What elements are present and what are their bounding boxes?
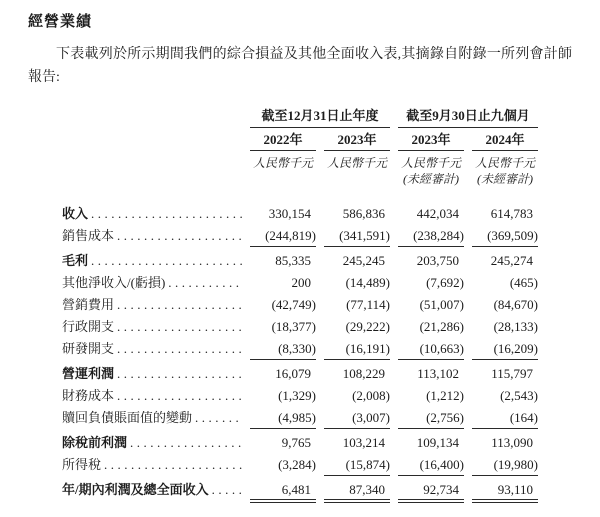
value-cell: (238,284) <box>398 225 464 247</box>
value-cell: (1,329) <box>278 388 316 403</box>
dot-leader <box>117 225 242 247</box>
row-label-cell <box>62 363 242 385</box>
table-body <box>62 203 538 503</box>
table-row <box>62 294 538 316</box>
value-cell: (341,591) <box>324 225 390 247</box>
value-cell: (42,749) <box>271 297 316 312</box>
value-cell: (7,692) <box>426 275 464 290</box>
dot-leader <box>130 432 242 454</box>
value-cell: 586,836 <box>342 206 385 221</box>
value-cell: (18,377) <box>271 319 316 334</box>
value-cell: (29,222) <box>345 319 390 334</box>
table-row <box>62 225 538 247</box>
row-label: 研發開支 <box>62 341 115 356</box>
value-cell: 109,134 <box>416 435 459 450</box>
dot-leader <box>168 272 242 294</box>
row-label-cell <box>62 272 242 294</box>
col-group-nine-months-sep30: 截至9月30日止九個月 <box>398 107 538 128</box>
table-row <box>62 316 538 338</box>
table-row <box>62 385 538 407</box>
value-cell: (4,985) <box>250 407 316 429</box>
value-cell: (28,133) <box>493 319 538 334</box>
unit-label: 人民幣千元 <box>474 156 535 170</box>
value-cell: (2,543) <box>500 388 538 403</box>
row-label-cell <box>62 407 242 429</box>
table-row <box>62 250 538 272</box>
row-label-cell <box>62 385 242 407</box>
unaudited-row <box>62 171 538 187</box>
row-label-cell <box>62 454 242 476</box>
dot-leader <box>117 316 242 338</box>
value-cell: 87,340 <box>324 479 390 503</box>
row-label: 毛利 <box>62 253 89 268</box>
value-cell: 16,079 <box>275 366 311 381</box>
value-cell: (77,114) <box>346 297 390 312</box>
dot-leader <box>212 479 242 503</box>
col-header-2023: 2023年 <box>324 131 390 151</box>
dot-leader <box>117 338 242 360</box>
row-label: 年/期內利潤及總全面收入 <box>62 482 209 497</box>
row-label: 銷售成本 <box>62 228 115 243</box>
row-label: 其他淨收入/(虧損) <box>62 275 166 290</box>
col-header-2023-9m: 2023年 <box>398 131 464 151</box>
dot-leader <box>117 363 242 385</box>
value-cell: (244,819) <box>250 225 316 247</box>
value-cell: (2,008) <box>352 388 390 403</box>
value-cell: (21,286) <box>419 319 464 334</box>
table-row <box>62 338 538 360</box>
value-cell: 108,229 <box>342 366 385 381</box>
col-header-2024-9m: 2024年 <box>472 131 538 151</box>
value-cell: 330,154 <box>268 206 311 221</box>
income-statement-table <box>62 107 538 503</box>
value-cell: (3,284) <box>278 457 316 472</box>
value-cell: (369,509) <box>472 225 538 247</box>
row-label-cell <box>62 250 242 272</box>
value-cell: (51,007) <box>419 297 464 312</box>
table-row <box>62 407 538 429</box>
unaudited-label: (未經審計) <box>477 172 533 186</box>
value-cell: (19,980) <box>472 454 538 476</box>
dot-leader <box>91 203 242 225</box>
value-cell: (10,663) <box>398 338 464 360</box>
value-cell: (3,007) <box>324 407 390 429</box>
value-cell: (16,400) <box>398 454 464 476</box>
section-title: 經營業績 <box>28 14 93 30</box>
row-label-cell <box>62 203 242 225</box>
value-cell: 9,765 <box>281 435 311 450</box>
unit-label: 人民幣千元 <box>400 156 461 170</box>
value-cell: 245,245 <box>342 253 385 268</box>
table-row <box>62 363 538 385</box>
year-header-row <box>62 131 538 151</box>
value-cell: (465) <box>509 275 538 290</box>
value-cell: 245,274 <box>490 253 533 268</box>
row-label: 除稅前利潤 <box>62 435 128 450</box>
value-cell: (8,330) <box>250 338 316 360</box>
unit-row <box>62 155 538 171</box>
dot-leader <box>117 385 242 407</box>
dot-leader <box>117 294 242 316</box>
row-label-cell <box>62 338 242 360</box>
intro-paragraph: 下表載列於所示期間我們的綜合損益及其他全面收入表,其摘錄自附錄一所列會計師報告: <box>28 47 572 85</box>
col-group-year-ended-dec31: 截至12月31日止年度 <box>250 107 390 128</box>
value-cell: 614,783 <box>490 206 533 221</box>
row-label: 財務成本 <box>62 388 115 403</box>
col-header-2022: 2022年 <box>250 131 316 151</box>
value-cell: (2,756) <box>398 407 464 429</box>
value-cell: 92,734 <box>398 479 464 503</box>
row-label-cell <box>62 479 242 503</box>
value-cell: 442,034 <box>416 206 459 221</box>
table-row <box>62 479 538 503</box>
value-cell: 85,335 <box>275 253 311 268</box>
table-row <box>62 432 538 454</box>
row-label: 所得稅 <box>62 457 102 472</box>
value-cell: (84,670) <box>493 297 538 312</box>
unaudited-label: (未經審計) <box>403 172 459 186</box>
column-group-header-row <box>62 107 538 128</box>
row-label-cell <box>62 432 242 454</box>
dot-leader <box>104 454 242 476</box>
row-label: 收入 <box>62 206 89 221</box>
value-cell: 93,110 <box>472 479 538 503</box>
value-cell: (16,209) <box>472 338 538 360</box>
value-cell: 113,102 <box>417 366 459 381</box>
table-row <box>62 454 538 476</box>
row-label: 營運利潤 <box>62 366 115 381</box>
value-cell: 200 <box>291 275 311 290</box>
table-row <box>62 203 538 225</box>
value-cell: (1,212) <box>426 388 464 403</box>
value-cell: (14,489) <box>345 275 390 290</box>
dot-leader <box>195 407 242 429</box>
value-cell: (16,191) <box>324 338 390 360</box>
dot-leader <box>91 250 242 272</box>
table-row <box>62 272 538 294</box>
unit-label: 人民幣千元 <box>326 156 387 170</box>
value-cell: (164) <box>472 407 538 429</box>
row-label-cell <box>62 225 242 247</box>
value-cell: 6,481 <box>250 479 316 503</box>
row-label-cell <box>62 316 242 338</box>
value-cell: 115,797 <box>491 366 533 381</box>
value-cell: 113,090 <box>491 435 533 450</box>
row-label: 行政開支 <box>62 319 115 334</box>
unit-label: 人民幣千元 <box>252 156 313 170</box>
row-label: 贖回負債賬面值的變動 <box>62 410 193 425</box>
row-label-cell <box>62 294 242 316</box>
value-cell: (15,874) <box>324 454 390 476</box>
value-cell: 203,750 <box>416 253 459 268</box>
value-cell: 103,214 <box>342 435 385 450</box>
row-label: 營銷費用 <box>62 297 115 312</box>
